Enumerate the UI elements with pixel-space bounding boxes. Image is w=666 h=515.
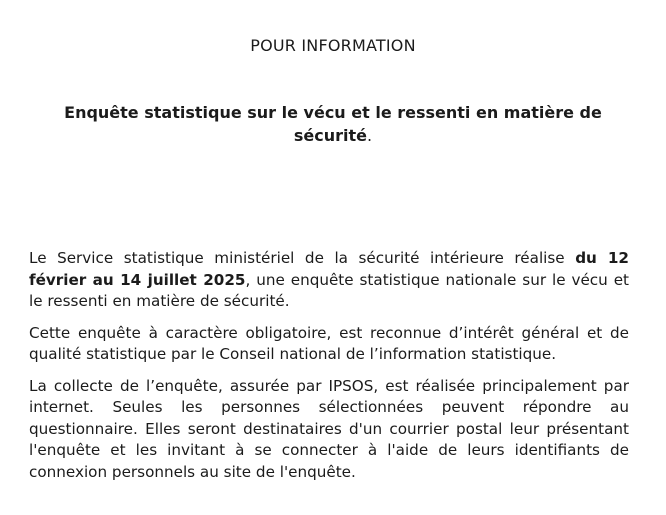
document-body [29, 248, 629, 493]
subtitle-bold-text: Enquête statistique sur le vécu et le ressenti en matière de sécurité [64, 103, 602, 145]
paragraph-survey-dates [29, 248, 629, 313]
document-heading: POUR INFORMATION [250, 36, 416, 55]
paragraph-1-start: Le Service statistique ministériel de la sécurité intérieure réalise [29, 249, 576, 267]
paragraph-collection: La collecte de l’enquête, assurée par IPSOS, est réalisée principalement par internet. Seules les personnes sélectionnées peuvent répondre au questionnaire. Elles seront destinataires d'un courrier postal leur présentant l'enquête et les invitant à se connecter à l'aide de leurs identifiants de connexion personnels au site de l'enquête. [29, 376, 629, 481]
subtitle-end: . [367, 126, 373, 145]
paragraph-1-end: , une enquête statistique nationale sur le vécu et le ressenti en matière de sécurité. [29, 270, 629, 310]
paragraph-mandatory: Cette enquête à caractère obligatoire, est reconnue d’intérêt général et de qualité statistique par le Conseil national de l’information statistique. [29, 323, 629, 363]
survey-dates: du 12 février au 14 juillet 2025 [29, 249, 629, 289]
document-subtitle [48, 101, 618, 147]
